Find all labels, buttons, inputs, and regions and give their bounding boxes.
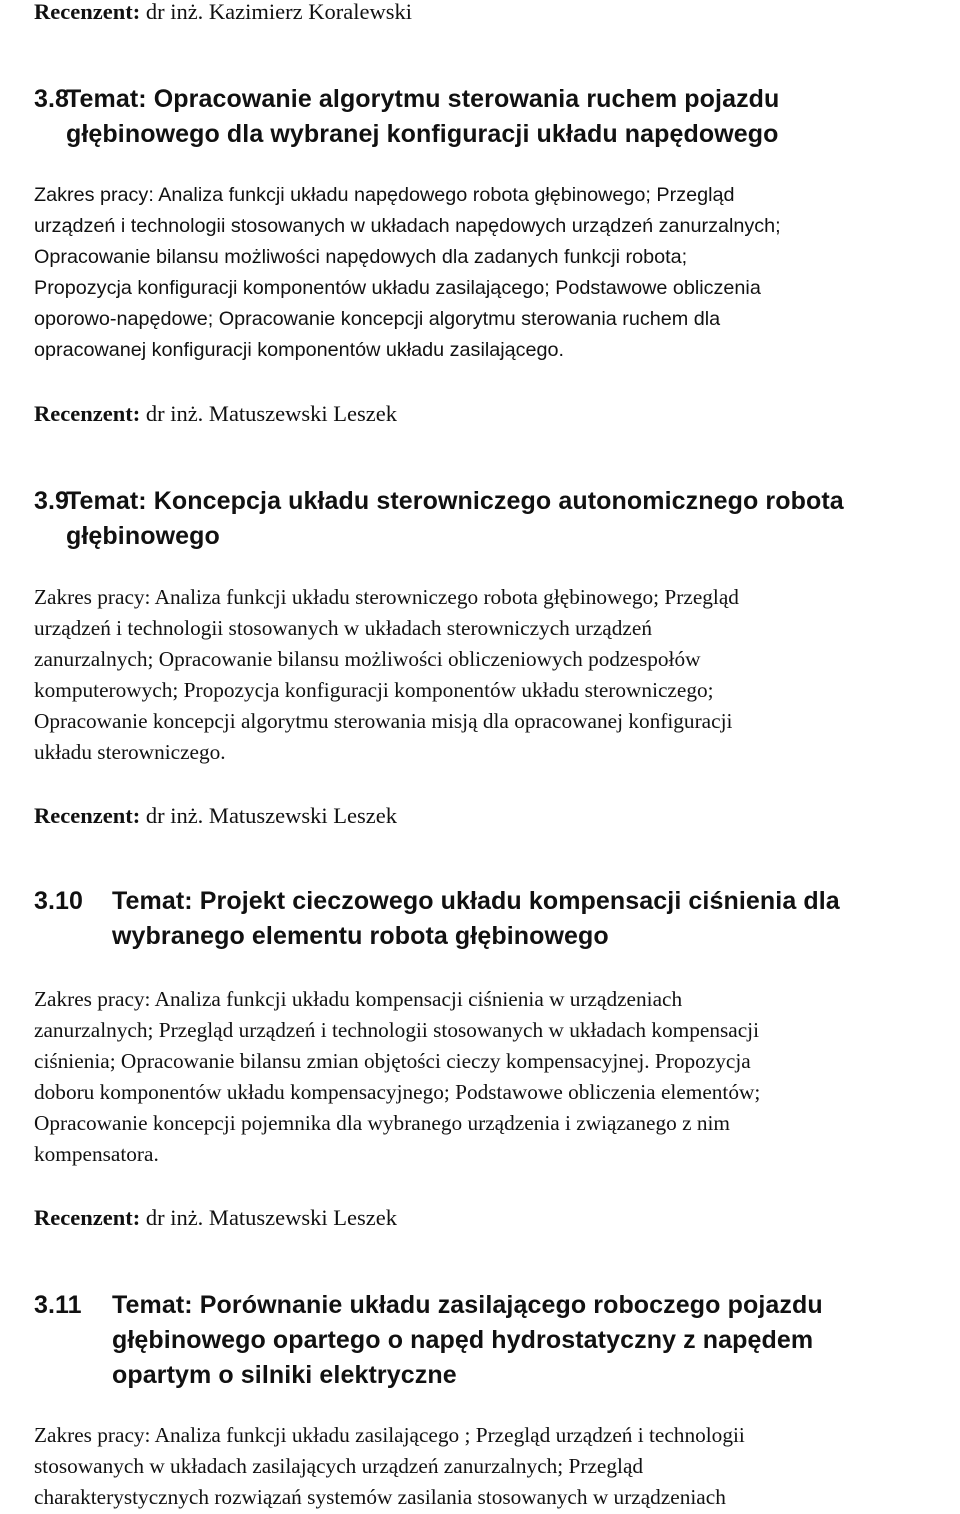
scope-label: Zakres pracy: — [34, 184, 154, 206]
scope-line: urządzeń i technologii stosowanych w układach sterowniczych urządzeń — [34, 616, 652, 640]
reviewer-name: dr inż. Kazimierz Koralewski — [145, 0, 412, 24]
scope-line: Analiza funkcji układu kompensacji ciśnienia w urządzeniach — [154, 987, 683, 1011]
section-heading — [34, 884, 960, 954]
scope-line: Opracowanie bilansu możliwości napędowych dla zadanych funkcji robota; — [34, 246, 688, 268]
scope-line: Analiza funkcji układu zasilającego ; Przegląd urządzeń i technologii — [154, 1423, 745, 1447]
section-title-line: Temat: Porównanie układu zasilającego roboczego pojazdu — [112, 1291, 823, 1319]
scope-line: Analiza funkcji układu napędowego robota głębinowego; Przegląd — [158, 184, 735, 206]
section-title-line: Temat: Projekt cieczowego układu kompensacji ciśnienia dla — [112, 887, 840, 915]
scope-label: Zakres pracy: — [34, 1423, 151, 1447]
section-number: 3.8 — [34, 85, 70, 113]
section-heading — [34, 82, 960, 152]
scope-line: urządzeń i technologii stosowanych w układach napędowych urządzeń zanurzalnych; — [34, 215, 781, 237]
scope-line: oporowo-napędowe; Opracowanie koncepcji algorytmu sterowania ruchem dla — [34, 308, 721, 330]
scope-line: doboru komponentów układu kompensacyjnego; Podstawowe obliczenia elementów; — [34, 1080, 761, 1104]
reviewer-label: Recenzent: — [34, 401, 141, 426]
scope-line: Propozycja konfiguracji komponentów układu zasilającego; Podstawowe obliczenia — [34, 277, 761, 299]
top-reviewer-line — [34, 0, 412, 26]
section-title-line: głębinowego opartego o napęd hydrostatyczny z napędem — [112, 1326, 814, 1354]
section-title-line: Temat: Opracowanie algorytmu sterowania ruchem pojazdu — [66, 85, 780, 113]
scope-line: układu sterowniczego. — [34, 740, 226, 764]
reviewer-name: dr inż. Matuszewski Leszek — [145, 401, 397, 426]
reviewer-line — [34, 400, 397, 428]
scope-line: zanurzalnych; Opracowanie bilansu możliwości obliczeniowych podzespołów — [34, 647, 701, 671]
scope-line: ciśnienia; Opracowanie bilansu zmian objętości cieczy kompensacyjnej. Propozycja — [34, 1049, 751, 1073]
scope-paragraph — [34, 984, 960, 1170]
section-title-line: Temat: Koncepcja układu sterowniczego autonomicznego robota — [66, 487, 844, 515]
scope-paragraph — [34, 582, 960, 768]
scope-paragraph — [34, 180, 960, 366]
scope-line: opracowanej konfiguracji komponentów układu zasilającego. — [34, 339, 565, 361]
section-title-line: głębinowego — [66, 522, 220, 550]
section-title-line: głębinowego dla wybranej konfiguracji układu napędowego — [66, 120, 779, 148]
reviewer-label: Recenzent: — [34, 803, 141, 828]
reviewer-label: Recenzent: — [34, 0, 141, 24]
scope-line: Analiza funkcji układu sterowniczego robota głębinowego; Przegląd — [154, 585, 739, 609]
section-number: 3.11 — [34, 1291, 82, 1319]
scope-paragraph — [34, 1420, 960, 1513]
scope-line: komputerowych; Propozycja konfiguracji komponentów układu sterowniczego; — [34, 678, 714, 702]
reviewer-name: dr inż. Matuszewski Leszek — [145, 803, 397, 828]
scope-label: Zakres pracy: — [34, 987, 151, 1011]
section-title-line: opartym o silniki elektryczne — [112, 1361, 457, 1389]
reviewer-line — [34, 802, 397, 830]
scope-line: Opracowanie koncepcji pojemnika dla wybranego urządzenia i związanego z nim — [34, 1111, 730, 1135]
scope-line: charakterystycznych rozwiązań systemów zasilania stosowanych w urządzeniach — [34, 1485, 726, 1509]
section-heading — [34, 1288, 960, 1393]
scope-line: Opracowanie koncepcji algorytmu sterowania misją dla opracowanej konfiguracji — [34, 709, 733, 733]
reviewer-line — [34, 1204, 397, 1232]
scope-line: kompensatora. — [34, 1142, 159, 1166]
scope-label: Zakres pracy: — [34, 585, 151, 609]
scope-line: zanurzalnych; Przegląd urządzeń i technologii stosowanych w układach kompensacji — [34, 1018, 760, 1042]
scope-line: stosowanych w układach zasilających urządzeń zanurzalnych; Przegląd — [34, 1454, 644, 1478]
section-number: 3.10 — [34, 887, 84, 915]
reviewer-label: Recenzent: — [34, 1205, 141, 1230]
section-number: 3.9 — [34, 487, 70, 515]
section-heading — [34, 484, 960, 554]
section-title-line: wybranego elementu robota głębinowego — [112, 922, 609, 950]
reviewer-name: dr inż. Matuszewski Leszek — [145, 1205, 397, 1230]
